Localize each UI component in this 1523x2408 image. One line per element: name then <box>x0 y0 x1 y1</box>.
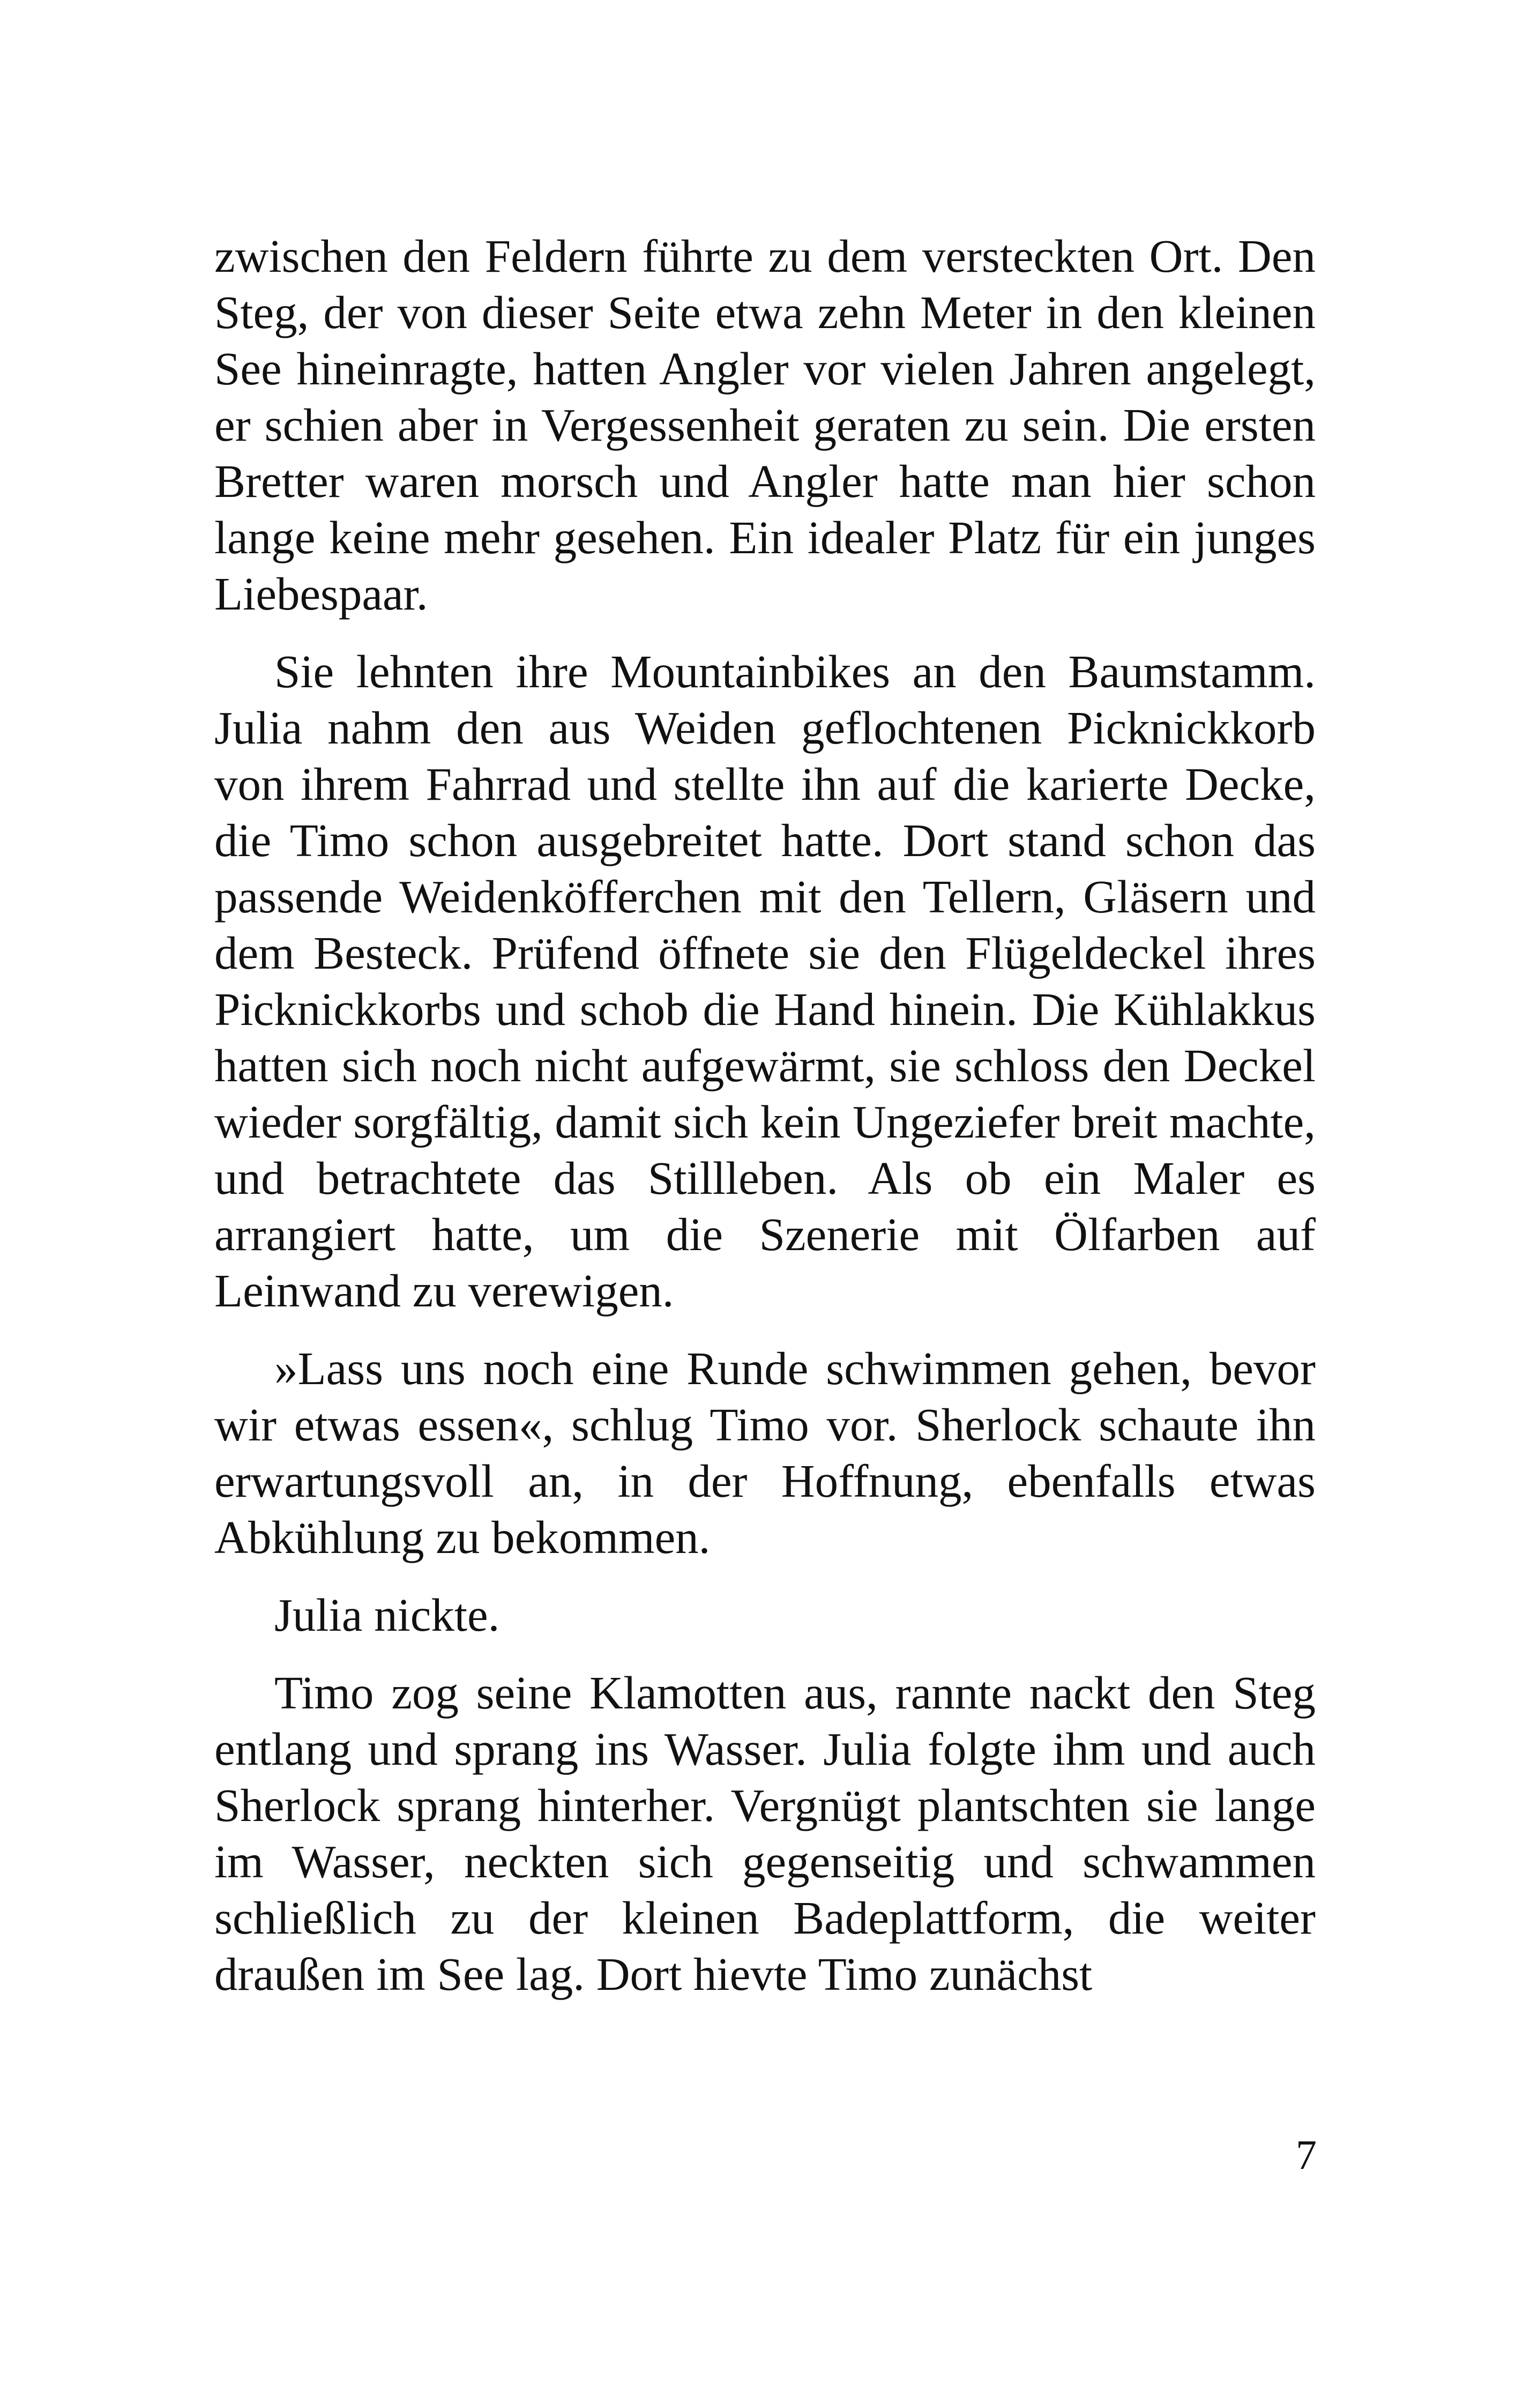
paragraph-4: Julia nickte. <box>274 1589 500 1641</box>
page-number: 7 <box>1296 2131 1317 2178</box>
paragraph-5: Timo zog seine Klamotten aus, rannte nackt den Steg entlang und sprang ins Wasser. Julia folgte ihm und auch Sherlock sprang hinterher. Vergnügt plantschten sie lange im Wasser, neckten sich gegenseitig und schwammen schließlich zu der kleinen Badeplattform, die weiter draußen im See lag. Dort hievte Timo zunächst <box>214 1667 1316 2000</box>
paragraph-1: zwischen den Feldern führte zu dem versteckten Ort. Den Steg, der von dieser Seite etwa zehn Meter in den kleinen See hineinragte, hatten Angler vor vielen Jahren angelegt, er schien aber in Vergessenheit geraten zu sein. Die ersten Bretter waren morsch und Angler hatte man hier schon lange keine mehr gesehen. Ein idealer Platz für ein junges Liebespaar. <box>214 230 1316 620</box>
paragraph-2: Sie lehnten ihre Mountainbikes an den Baumstamm. Julia nahm den aus Weiden geflochtenen Picknickkorb von ihrem Fahrrad und stellte ihn auf die karierte Decke, die Timo schon ausgebreitet hatte. Dort stand schon das passende Weidenköfferchen mit den Tellern, Gläsern und dem Besteck. Prüfend öffnete sie den Flügeldeckel ihres Picknickkorbs und schob die Hand hinein. Die Kühlakkus hatten sich noch nicht aufgewärmt, sie schloss den Deckel wieder sorgfältig, damit sich kein Ungeziefer breit machte, und betrachtete das Stillleben. Als ob ein Maler es arrangiert hatte, um die Szenerie mit Ölfarben auf Leinwand zu verewigen. <box>214 645 1316 1317</box>
body-text <box>214 228 1316 2024</box>
paragraph-3: »Lass uns noch eine Runde schwimmen gehen, bevor wir etwas essen«, schlug Timo vor. Sherlock schaute ihn erwartungsvoll an, in der Hoffnung, ebenfalls etwas Abkühlung zu bekommen. <box>214 1342 1316 1563</box>
